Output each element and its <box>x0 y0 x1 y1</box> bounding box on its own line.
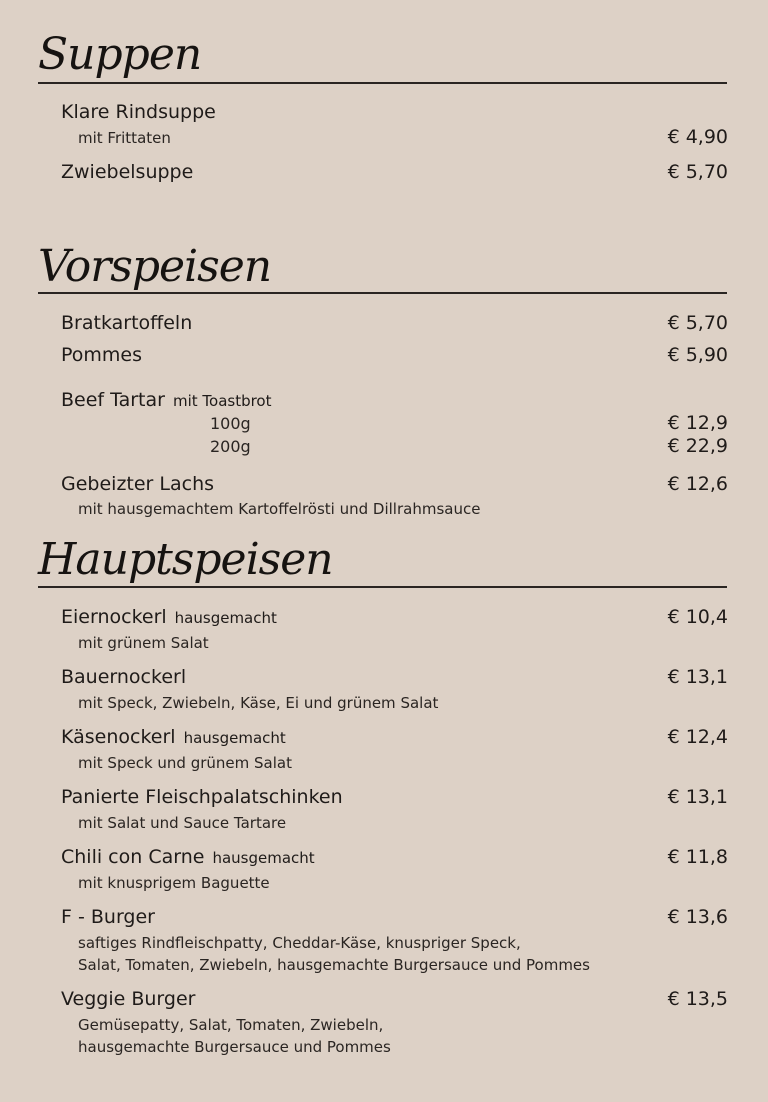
item-price: € 4,90 <box>667 126 728 148</box>
item-name: Bauernockerl <box>61 666 187 688</box>
item-description-line2: hausgemachte Burgersauce und Pommes <box>78 1038 391 1056</box>
section-title-vorspeisen: Vorspeisen <box>38 241 272 292</box>
section-title-suppen: Suppen <box>38 29 202 80</box>
item-name: Veggie Burger <box>61 988 196 1010</box>
item-name <box>61 605 277 630</box>
item-description: mit Speck, Zwiebeln, Käse, Ei und grünem Salat <box>78 694 439 712</box>
item-inline-note: mit Toastbrot <box>172 392 272 410</box>
item-name: Panierte Fleischpalatschinken <box>61 786 343 808</box>
item-description: mit grünem Salat <box>78 634 209 652</box>
item-name: F - Burger <box>61 906 155 928</box>
item-description: mit hausgemachtem Kartoffelrösti und Dillrahmsauce <box>78 500 481 518</box>
item-price: € 12,6 <box>667 473 728 495</box>
item-inline-note: hausgemacht <box>212 849 315 867</box>
item-price: € 5,70 <box>667 312 728 334</box>
item-description: mit Salat und Sauce Tartare <box>78 814 287 832</box>
item-price: € 5,70 <box>667 161 728 183</box>
item-price: € 13,6 <box>667 906 728 928</box>
item-name <box>61 725 286 750</box>
variant-label: 100g <box>210 414 251 433</box>
item-price: € 11,8 <box>667 846 728 868</box>
variant-price: € 12,9 <box>667 412 728 434</box>
variant-label: 200g <box>210 437 251 456</box>
item-name: Klare Rindsuppe <box>61 101 216 123</box>
item-name-text: Eiernockerl <box>61 606 167 628</box>
item-description: mit knusprigem Baguette <box>78 874 270 892</box>
item-price: € 13,1 <box>667 666 728 688</box>
section-divider <box>38 292 727 294</box>
item-name: Zwiebelsuppe <box>61 161 194 183</box>
item-name <box>61 388 272 413</box>
item-name: Bratkartoffeln <box>61 312 193 334</box>
item-description-line2: Salat, Tomaten, Zwiebeln, hausgemachte Burgersauce und Pommes <box>78 956 590 974</box>
variant-price: € 22,9 <box>667 435 728 457</box>
item-description: mit Frittaten <box>78 129 171 147</box>
section-divider <box>38 586 727 588</box>
item-name <box>61 845 315 870</box>
item-price: € 13,1 <box>667 786 728 808</box>
item-name: Gebeizter Lachs <box>61 473 215 495</box>
item-description: Gemüsepatty, Salat, Tomaten, Zwiebeln, <box>78 1016 384 1034</box>
item-inline-note: hausgemacht <box>174 609 277 627</box>
item-name-text: Chili con Carne <box>61 846 205 868</box>
item-name: Pommes <box>61 344 143 366</box>
item-name-text: Käsenockerl <box>61 726 176 748</box>
item-description: mit Speck und grünem Salat <box>78 754 292 772</box>
item-price: € 12,4 <box>667 726 728 748</box>
item-price: € 5,90 <box>667 344 728 366</box>
item-name-text: Beef Tartar <box>61 389 165 411</box>
section-title-hauptspeisen: Hauptspeisen <box>38 534 333 585</box>
item-description: saftiges Rindfleischpatty, Cheddar-Käse, knuspriger Speck, <box>78 934 521 952</box>
item-price: € 13,5 <box>667 988 728 1010</box>
item-price: € 10,4 <box>667 606 728 628</box>
section-divider <box>38 82 727 84</box>
item-inline-note: hausgemacht <box>183 729 286 747</box>
